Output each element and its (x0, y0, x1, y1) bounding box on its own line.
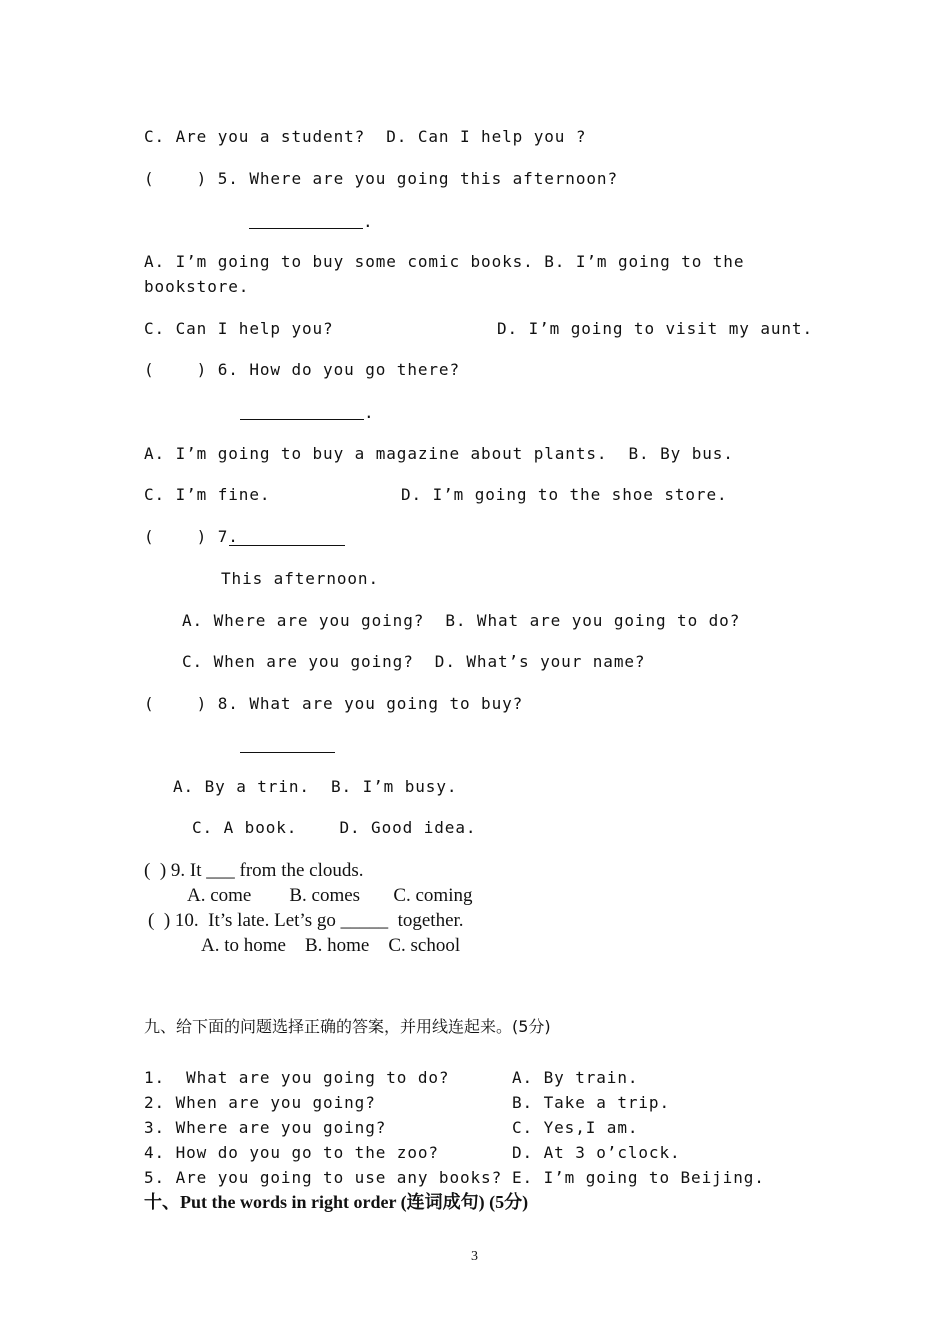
q6-answer-blank (240, 419, 364, 420)
q6-option-d: D. I’m going to the shoe store. (401, 485, 728, 504)
q7-options-ab: A. Where are you going? B. What are you going to do? (182, 611, 741, 630)
q5-answer-blank (249, 228, 363, 229)
q6-options-ab: A. I’m going to buy a magazine about plants. B. By bus. (144, 444, 734, 463)
q10-stem: ( ) 10. It’s late. Let’s go _____ together. (148, 910, 464, 931)
section10-title: 十、Put the words in right order (连词成句) (5分) (144, 1192, 529, 1212)
section9-answer-c: C. Yes,I am. (512, 1118, 639, 1137)
section9-question-5: 5. Are you going to use any books? (144, 1168, 503, 1187)
q6-stem: ( ) 6. How do you go there? (144, 360, 460, 379)
q10-options: A. to home B. home C. school (201, 935, 461, 956)
section9-answer-d: D. At 3 o’clock. (512, 1143, 681, 1162)
section9-question-4: 4. How do you go to the zoo? (144, 1143, 439, 1162)
q6-period: . (364, 403, 375, 422)
q5-option-d: D. I’m going to visit my aunt. (497, 319, 813, 338)
q7-options-cd: C. When are you going? D. What’s your name? (182, 652, 646, 671)
section9-answer-e: E. I’m going to Beijing. (512, 1168, 765, 1187)
q5-options-ab-line2: bookstore. (144, 277, 250, 296)
section9-question-3: 3. Where are you going? (144, 1118, 387, 1137)
section9-title: 九、给下面的问题选择正确的答案，并用线连起来。(5分) (144, 1017, 551, 1036)
q7-stem: ( ) 7. (144, 527, 239, 546)
q6-option-c: C. I’m fine. (144, 485, 271, 504)
section9-question-1: 1. What are you going to do? (144, 1068, 450, 1087)
q5-period: . (363, 212, 374, 231)
q8-options-cd: C. A book. D. Good idea. (192, 818, 477, 837)
q4-options-cd: C. Are you a student? D. Can I help you ? (144, 127, 587, 146)
section9-question-2: 2. When are you going? (144, 1093, 376, 1112)
q5-option-c: C. Can I help you? (144, 319, 334, 338)
q7-answer: This afternoon. (221, 569, 379, 588)
q8-stem: ( ) 8. What are you going to buy? (144, 694, 524, 713)
q9-options: A. come B. comes C. coming (187, 885, 473, 906)
q5-options-ab-line1: A. I’m going to buy some comic books. B. I’m going to the (144, 252, 745, 271)
q8-options-ab: A. By a trin. B. I’m busy. (173, 777, 458, 796)
section9-answer-b: B. Take a trip. (512, 1093, 670, 1112)
section9-answer-a: A. By train. (512, 1068, 639, 1087)
q9-stem: ( ) 9. It ___ from the clouds. (144, 860, 364, 881)
q8-answer-blank (240, 752, 335, 753)
q7-question-blank (229, 545, 345, 546)
page-number: 3 (471, 1249, 478, 1264)
q5-stem: ( ) 5. Where are you going this afternoon? (144, 169, 618, 188)
